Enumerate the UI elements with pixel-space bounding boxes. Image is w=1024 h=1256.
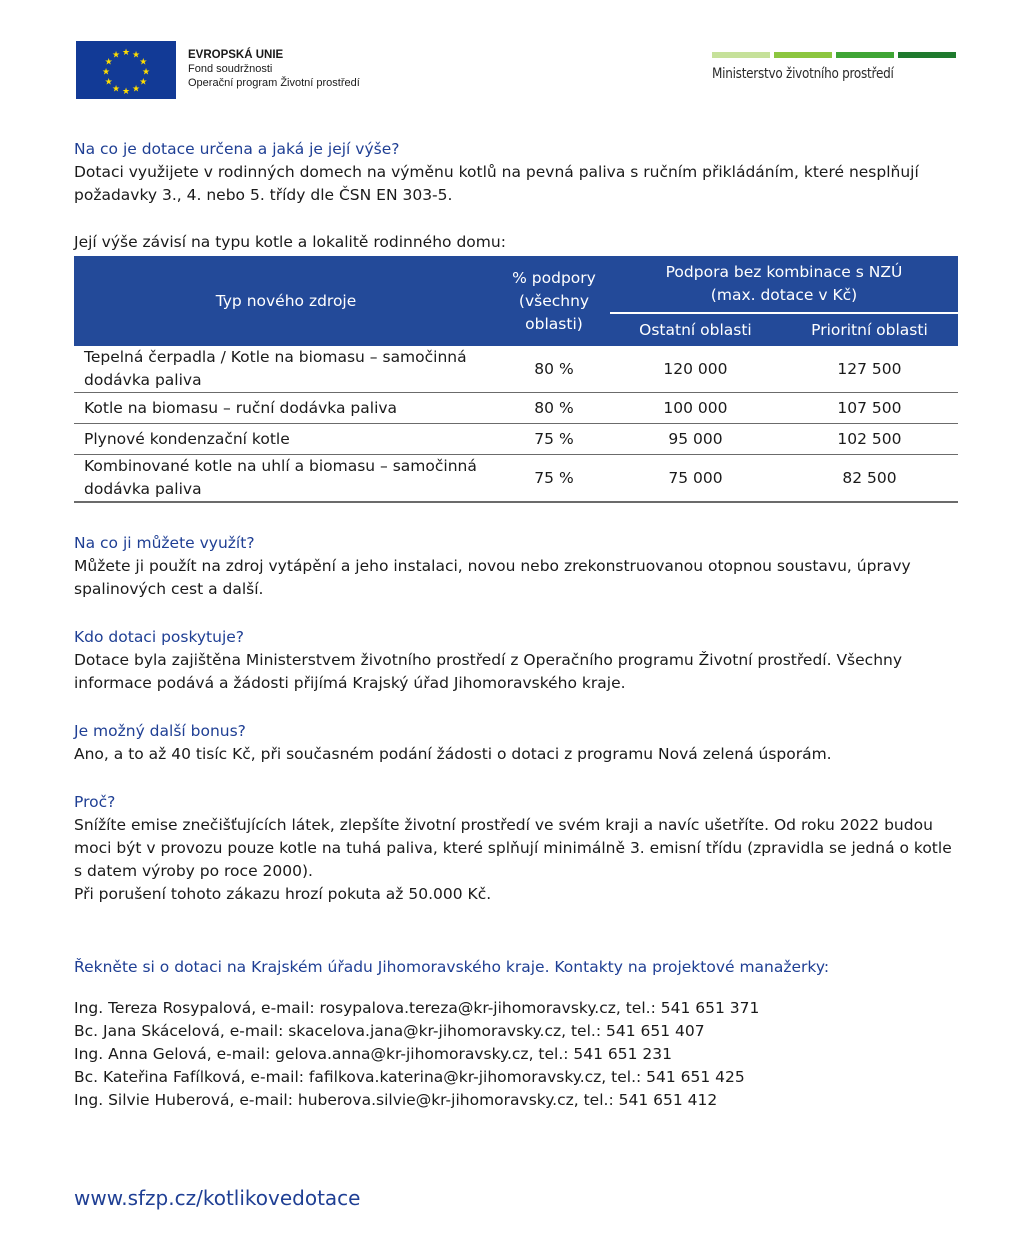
why-section	[74, 791, 964, 906]
question-heading: Kdo dotaci poskytuje?	[74, 628, 245, 646]
table-row	[74, 393, 958, 424]
svg-text:★: ★	[101, 67, 111, 78]
column-header-type: Typ nového zdroje	[74, 256, 498, 346]
column-header-other: Ostatní oblasti	[610, 313, 781, 346]
table-intro: Její výše závisí na typu kotle a lokalitě rodinného domu:	[74, 233, 506, 251]
eu-stars-icon	[76, 41, 176, 99]
ministry-bar	[774, 52, 832, 58]
svg-text:★: ★	[139, 57, 148, 68]
cell-other: 95 000	[610, 424, 781, 455]
ministry-logo	[712, 52, 956, 82]
cell-type: Plynové kondenzační kotle	[74, 424, 498, 455]
ministry-bar	[712, 52, 770, 58]
cell-type: Kotle na biomasu – ruční dodávka paliva	[74, 393, 498, 424]
paragraph: Ano, a to až 40 tisíc Kč, při současném podání žádosti o dotaci z programu Nová zelená úsporám.	[74, 745, 832, 763]
svg-text:★: ★	[104, 77, 113, 88]
cell-other: 75 000	[610, 455, 781, 503]
eu-line-3: Operační program Životní prostředí	[188, 77, 360, 89]
cell-other: 120 000	[610, 346, 781, 393]
paragraph: Můžete ji použít na zdroj vytápění a jeho instalaci, novou nebo zrekonstruovanou otopnou soustavu, úpravy spalinových cest a další.	[74, 557, 911, 598]
eu-line-1: EVROPSKÁ UNIE	[188, 49, 284, 61]
column-header-group	[610, 256, 958, 313]
table-row	[74, 346, 958, 393]
contacts-list	[74, 997, 759, 1112]
contacts-heading-section	[74, 956, 964, 979]
cell-percent: 75 %	[498, 424, 610, 455]
svg-text:★: ★	[131, 84, 141, 95]
cell-priority: 82 500	[781, 455, 958, 503]
svg-text:★: ★	[111, 50, 121, 61]
contact-item[interactable]: Ing. Anna Gelová, e-mail: gelova.anna@kr-jihomoravsky.cz, tel.: 541 651 231	[74, 1045, 673, 1063]
column-header-priority: Prioritní oblasti	[781, 313, 958, 346]
question-heading: Je možný další bonus?	[74, 722, 246, 740]
ministry-bar	[898, 52, 956, 58]
paragraph-fine: Při porušení tohoto zákazu hrozí pokuta až 50.000 Kč.	[74, 885, 492, 903]
svg-text:★: ★	[104, 57, 113, 68]
cell-priority: 102 500	[781, 424, 958, 455]
cell-percent: 80 %	[498, 393, 610, 424]
eu-line-2: Fond soudržnosti	[188, 63, 273, 75]
contact-item[interactable]: Ing. Tereza Rosypalová, e-mail: rosypalova.tereza@kr-jihomoravsky.cz, tel.: 541 651 371	[74, 999, 760, 1017]
subsidy-table	[74, 256, 958, 503]
group-line-1: Podpora bez kombinace s NZÚ	[665, 263, 903, 281]
eu-flag-logo	[76, 41, 176, 99]
paragraph: Dotace byla zajištěna Ministerstvem životního prostředí z Operačního programu Životní prostředí. Všechny informace podává a žádosti přijímá Krajský úřad Jihomoravského kraje.	[74, 651, 903, 692]
page-header	[0, 0, 1024, 110]
svg-text:★: ★	[111, 84, 121, 95]
table-row	[74, 424, 958, 455]
svg-text:★: ★	[121, 87, 131, 97]
ministry-bar	[836, 52, 894, 58]
website-link[interactable]: www.sfzp.cz/kotlikovedotace	[74, 1186, 361, 1210]
svg-text:★: ★	[121, 48, 131, 58]
question-heading: Na co je dotace určena a jaká je její výše?	[74, 140, 400, 158]
ministry-color-bars	[712, 52, 956, 58]
cell-other: 100 000	[610, 393, 781, 424]
contact-item[interactable]: Bc. Jana Skácelová, e-mail: skacelova.jana@kr-jihomoravsky.cz, tel.: 541 651 407	[74, 1022, 705, 1040]
intro-section	[74, 138, 964, 254]
cell-priority: 107 500	[781, 393, 958, 424]
svg-text:★: ★	[139, 77, 148, 88]
usage-section	[74, 532, 964, 601]
bonus-section	[74, 720, 964, 766]
question-heading: Na co ji můžete využít?	[74, 534, 255, 552]
svg-text:★: ★	[141, 67, 151, 78]
cell-percent: 80 %	[498, 346, 610, 393]
group-line-2: (max. dotace v Kč)	[710, 286, 858, 304]
provider-section	[74, 626, 964, 695]
contacts-heading: Řekněte si o dotaci na Krajském úřadu Jihomoravského kraje. Kontakty na projektové manažerky:	[74, 958, 830, 976]
cell-type: Kombinované kotle na uhlí a biomasu – samočinná dodávka paliva	[74, 455, 498, 503]
column-header-percent: % podpory (všechny oblasti)	[498, 256, 610, 346]
cell-type: Tepelná čerpadla / Kotle na biomasu – samočinná dodávka paliva	[74, 346, 498, 393]
question-heading: Proč?	[74, 793, 116, 811]
svg-text:★: ★	[131, 50, 141, 61]
paragraph: Snížíte emise znečišťujících látek, zlepšíte životní prostředí ve svém kraji a navíc ušetříte. Od roku 2022 budou moci být v provozu pouze kotle na tuhá paliva, které splňují minimálně 3. emisní třídu (zpravidla se jedná o kotle s datem výroby po roce 2000).	[74, 816, 952, 880]
cell-priority: 127 500	[781, 346, 958, 393]
contact-item[interactable]: Ing. Silvie Huberová, e-mail: huberova.silvie@kr-jihomoravsky.cz, tel.: 541 651 412	[74, 1091, 718, 1109]
paragraph: Dotaci využijete v rodinných domech na výměnu kotlů na pevná paliva s ručním přikládáním, které nesplňují požadavky 3., 4. nebo 5. třídy dle ČSN EN 303-5.	[74, 163, 919, 204]
contact-item[interactable]: Bc. Kateřina Fafílková, e-mail: fafilkova.katerina@kr-jihomoravsky.cz, tel.: 541 651 425	[74, 1068, 745, 1086]
cell-percent: 75 %	[498, 455, 610, 503]
table-row	[74, 455, 958, 503]
eu-program-text	[188, 48, 360, 90]
ministry-name: Ministerstvo životního prostředí	[712, 66, 894, 82]
